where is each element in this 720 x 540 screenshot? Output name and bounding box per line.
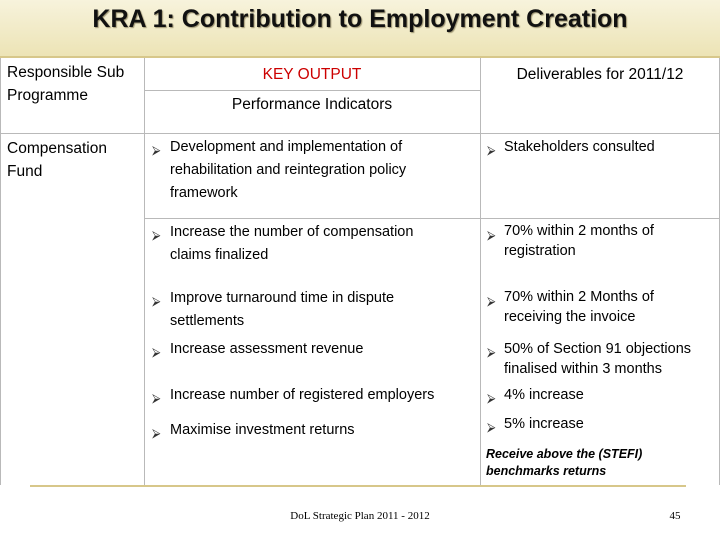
indicator-text: Increase assessment revenue: [170, 341, 364, 357]
header-subdivider: [144, 90, 480, 91]
benchmark-note: Receive above the (STEFI) benchmarks returns: [486, 447, 643, 478]
column-divider-1: [144, 58, 145, 485]
column-header-key-output: KEY OUTPUT: [262, 66, 362, 83]
table-border-left: [0, 58, 1, 485]
title-underline: [0, 56, 720, 58]
page-number: 45: [669, 510, 681, 522]
indicator-text: Development and implementation of rehabilitation and reintegration policy framework: [170, 139, 407, 201]
column-header-deliverables: Deliverables for 2011/12: [516, 66, 684, 83]
deliverable-text: Stakeholders consulted: [504, 139, 655, 155]
arrow-bullet-icon: ⮚: [487, 391, 496, 405]
indicator-text: Improve turnaround time in dispute settlements: [170, 290, 395, 329]
deliverable-text: 70% within 2 months of registration: [504, 223, 654, 259]
indicator-text: Increase the number of compensation claims finalized: [170, 224, 414, 263]
indicator-text: Increase number of registered employers: [170, 387, 435, 403]
arrow-bullet-icon: ⮚: [152, 426, 161, 440]
slide-title: KRA 1: Contribution to Employment Creation: [92, 5, 628, 33]
arrow-bullet-icon: ⮚: [487, 294, 496, 308]
sub-programme-name: Compensation Fund: [7, 140, 107, 180]
arrow-bullet-icon: ⮚: [152, 294, 161, 308]
column-header-performance-indicators: Performance Indicators: [231, 96, 393, 113]
column-header-sub-programme: Responsible Sub Programme: [7, 64, 125, 104]
row-divider-1: [144, 218, 720, 219]
header-row-bottom: [0, 133, 720, 134]
footer-divider: [30, 485, 686, 487]
arrow-bullet-icon: ⮚: [152, 345, 161, 359]
arrow-bullet-icon: ⮚: [152, 228, 161, 242]
arrow-bullet-icon: ⮚: [487, 345, 496, 359]
footer-document-title: DoL Strategic Plan 2011 - 2012: [290, 510, 430, 522]
arrow-bullet-icon: ⮚: [152, 391, 161, 405]
deliverable-text: 4% increase: [504, 387, 584, 403]
indicator-text: Maximise investment returns: [170, 422, 355, 438]
column-divider-2: [480, 58, 481, 485]
deliverable-text: 5% increase: [504, 416, 584, 432]
arrow-bullet-icon: ⮚: [487, 143, 496, 157]
deliverable-text: 50% of Section 91 objections finalised within 3 months: [504, 341, 692, 377]
arrow-bullet-icon: ⮚: [487, 228, 496, 242]
arrow-bullet-icon: ⮚: [487, 420, 496, 434]
deliverable-text: 70% within 2 Months of receiving the invoice: [504, 289, 654, 325]
arrow-bullet-icon: ⮚: [152, 143, 161, 157]
